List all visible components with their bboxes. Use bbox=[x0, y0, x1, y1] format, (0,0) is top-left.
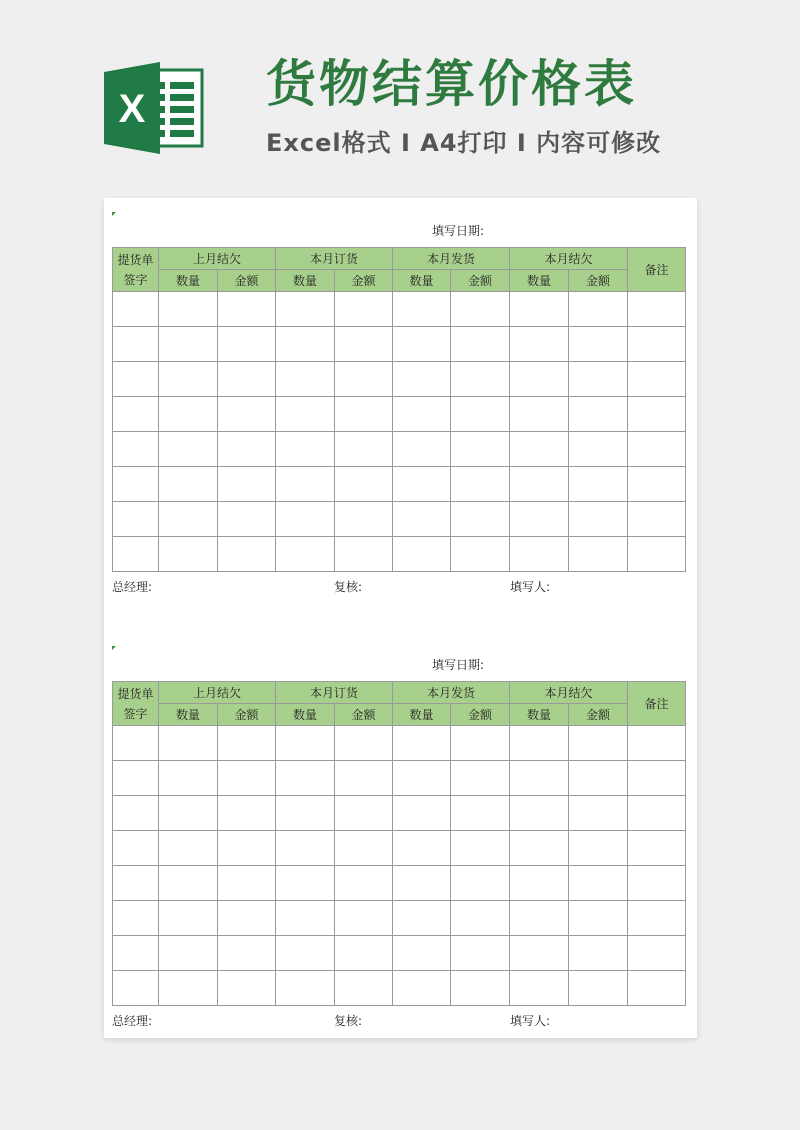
table-cell[interactable] bbox=[276, 866, 335, 901]
document-sheet bbox=[104, 198, 697, 1038]
header-amount: 金额 bbox=[218, 270, 276, 292]
table-cell[interactable] bbox=[159, 726, 218, 761]
table-cell[interactable] bbox=[628, 901, 686, 936]
page-title: 货物结算价格表 bbox=[266, 55, 637, 113]
table-cell[interactable] bbox=[218, 502, 276, 537]
table-cell[interactable] bbox=[335, 761, 393, 796]
table-cell[interactable] bbox=[218, 432, 276, 467]
table-cell[interactable] bbox=[159, 831, 218, 866]
header-group: 本月结欠 bbox=[510, 682, 628, 704]
table-cell[interactable] bbox=[628, 432, 686, 467]
table-row bbox=[113, 292, 686, 327]
table-row bbox=[113, 936, 686, 971]
table-cell[interactable] bbox=[510, 901, 569, 936]
table-cell[interactable] bbox=[393, 901, 451, 936]
table-cell[interactable] bbox=[451, 761, 510, 796]
table-cell[interactable] bbox=[276, 327, 335, 362]
table-cell[interactable] bbox=[510, 796, 569, 831]
table-cell[interactable] bbox=[218, 761, 276, 796]
table-cell[interactable] bbox=[510, 327, 569, 362]
table-cell[interactable] bbox=[276, 971, 335, 1006]
table-cell[interactable] bbox=[628, 397, 686, 432]
table-cell[interactable] bbox=[510, 537, 569, 572]
table-cell[interactable] bbox=[335, 432, 393, 467]
table-cell[interactable] bbox=[276, 726, 335, 761]
header-amount: 金额 bbox=[335, 704, 393, 726]
table-cell[interactable] bbox=[159, 362, 218, 397]
table-cell[interactable] bbox=[218, 831, 276, 866]
table-cell[interactable] bbox=[218, 327, 276, 362]
date-label: 填写日期: bbox=[432, 658, 485, 672]
table-cell[interactable] bbox=[628, 971, 686, 1006]
table-cell[interactable] bbox=[159, 901, 218, 936]
table-row bbox=[113, 502, 686, 537]
table-cell[interactable] bbox=[569, 467, 628, 502]
table-cell[interactable] bbox=[628, 537, 686, 572]
header-group: 本月发货 bbox=[393, 682, 510, 704]
header-group: 本月结欠 bbox=[510, 248, 628, 270]
signature-line bbox=[112, 1012, 685, 1030]
table-cell[interactable] bbox=[218, 796, 276, 831]
table-cell[interactable] bbox=[451, 537, 510, 572]
table-cell[interactable] bbox=[510, 502, 569, 537]
table-cell[interactable] bbox=[569, 432, 628, 467]
table-cell[interactable] bbox=[218, 397, 276, 432]
table-cell[interactable] bbox=[335, 397, 393, 432]
table-cell[interactable] bbox=[276, 796, 335, 831]
table-cell[interactable] bbox=[335, 971, 393, 1006]
table-cell[interactable] bbox=[113, 761, 159, 796]
excel-icon bbox=[104, 60, 204, 156]
header-qty: 数量 bbox=[393, 704, 451, 726]
table-cell[interactable] bbox=[113, 397, 159, 432]
header-amount: 金额 bbox=[218, 704, 276, 726]
table-cell[interactable] bbox=[335, 467, 393, 502]
table-cell[interactable] bbox=[335, 726, 393, 761]
signature-filler: 填写人: bbox=[510, 1014, 551, 1028]
table-row bbox=[113, 901, 686, 936]
table-cell[interactable] bbox=[569, 936, 628, 971]
table-row bbox=[113, 831, 686, 866]
table-cell[interactable] bbox=[113, 327, 159, 362]
table-cell[interactable] bbox=[218, 936, 276, 971]
table-cell[interactable] bbox=[218, 537, 276, 572]
table-cell[interactable] bbox=[510, 726, 569, 761]
header-qty: 数量 bbox=[276, 704, 335, 726]
table-row bbox=[113, 397, 686, 432]
table-row bbox=[113, 971, 686, 1006]
header-note: 备注 bbox=[628, 248, 686, 292]
table-cell[interactable] bbox=[393, 796, 451, 831]
table-cell[interactable] bbox=[451, 796, 510, 831]
table-cell[interactable] bbox=[218, 292, 276, 327]
table-cell[interactable] bbox=[218, 971, 276, 1006]
table-cell[interactable] bbox=[628, 761, 686, 796]
table-cell[interactable] bbox=[159, 971, 218, 1006]
table-cell[interactable] bbox=[276, 292, 335, 327]
table-cell[interactable] bbox=[628, 866, 686, 901]
table-cell[interactable] bbox=[335, 901, 393, 936]
table-cell[interactable] bbox=[276, 901, 335, 936]
table-cell[interactable] bbox=[393, 502, 451, 537]
table-cell[interactable] bbox=[335, 936, 393, 971]
header-qty: 数量 bbox=[159, 704, 218, 726]
table-cell[interactable] bbox=[569, 362, 628, 397]
header-sign: 提货单签字 bbox=[113, 248, 159, 292]
svg-text:X: X bbox=[118, 87, 146, 131]
table-cell[interactable] bbox=[510, 292, 569, 327]
table-cell[interactable] bbox=[113, 936, 159, 971]
header-amount: 金额 bbox=[451, 270, 510, 292]
table-cell[interactable] bbox=[276, 362, 335, 397]
table-cell[interactable] bbox=[113, 292, 159, 327]
form-section-2 bbox=[104, 632, 697, 1032]
signature-manager: 总经理: bbox=[112, 1014, 153, 1028]
table-cell[interactable] bbox=[628, 362, 686, 397]
table-cell[interactable] bbox=[628, 292, 686, 327]
table-cell[interactable] bbox=[451, 397, 510, 432]
table-cell[interactable] bbox=[569, 537, 628, 572]
table-cell[interactable] bbox=[628, 502, 686, 537]
table-cell[interactable] bbox=[393, 537, 451, 572]
header-group: 上月结欠 bbox=[159, 682, 276, 704]
header-qty: 数量 bbox=[510, 270, 569, 292]
table-row bbox=[113, 726, 686, 761]
signature-line bbox=[112, 578, 685, 596]
excel-logo bbox=[104, 60, 204, 156]
table-cell[interactable] bbox=[510, 971, 569, 1006]
table-cell[interactable] bbox=[451, 467, 510, 502]
table-cell[interactable] bbox=[335, 502, 393, 537]
table-cell[interactable] bbox=[510, 831, 569, 866]
table-row bbox=[113, 761, 686, 796]
table-cell[interactable] bbox=[451, 901, 510, 936]
header-group: 本月订货 bbox=[276, 682, 393, 704]
table-row bbox=[113, 467, 686, 502]
table-cell[interactable] bbox=[113, 796, 159, 831]
table-cell[interactable] bbox=[628, 796, 686, 831]
table-cell[interactable] bbox=[159, 936, 218, 971]
table-cell[interactable] bbox=[276, 502, 335, 537]
signature-review: 复核: bbox=[334, 580, 363, 594]
table-cell[interactable] bbox=[393, 292, 451, 327]
table-cell[interactable] bbox=[451, 831, 510, 866]
table-row bbox=[113, 537, 686, 572]
table-cell[interactable] bbox=[569, 327, 628, 362]
header-qty: 数量 bbox=[276, 270, 335, 292]
header-note: 备注 bbox=[628, 682, 686, 726]
table-cell[interactable] bbox=[113, 866, 159, 901]
table-cell[interactable] bbox=[276, 432, 335, 467]
table-row bbox=[113, 866, 686, 901]
table-row bbox=[113, 362, 686, 397]
table-row bbox=[113, 432, 686, 467]
table-cell[interactable] bbox=[113, 467, 159, 502]
table-cell[interactable] bbox=[510, 397, 569, 432]
table-cell[interactable] bbox=[393, 971, 451, 1006]
header-qty: 数量 bbox=[159, 270, 218, 292]
header-qty: 数量 bbox=[510, 704, 569, 726]
table-cell[interactable] bbox=[451, 936, 510, 971]
table-cell[interactable] bbox=[393, 467, 451, 502]
table-cell[interactable] bbox=[218, 901, 276, 936]
header-amount: 金额 bbox=[569, 704, 628, 726]
signature-review: 复核: bbox=[334, 1014, 363, 1028]
table-cell[interactable] bbox=[510, 432, 569, 467]
table-cell[interactable] bbox=[113, 502, 159, 537]
table-cell[interactable] bbox=[510, 761, 569, 796]
table-cell[interactable] bbox=[159, 761, 218, 796]
table-cell[interactable] bbox=[569, 397, 628, 432]
table-cell[interactable] bbox=[393, 831, 451, 866]
table-cell[interactable] bbox=[218, 726, 276, 761]
table-row bbox=[113, 327, 686, 362]
table-cell[interactable] bbox=[113, 901, 159, 936]
header-amount: 金额 bbox=[335, 270, 393, 292]
table-cell[interactable] bbox=[218, 362, 276, 397]
table-cell[interactable] bbox=[159, 327, 218, 362]
table-cell[interactable] bbox=[159, 397, 218, 432]
table-cell[interactable] bbox=[451, 327, 510, 362]
table-cell[interactable] bbox=[113, 362, 159, 397]
table-cell[interactable] bbox=[628, 327, 686, 362]
table-cell[interactable] bbox=[113, 726, 159, 761]
settlement-table bbox=[112, 247, 686, 572]
table-cell[interactable] bbox=[276, 537, 335, 572]
table-cell[interactable] bbox=[159, 866, 218, 901]
table-cell[interactable] bbox=[569, 971, 628, 1006]
table-cell[interactable] bbox=[276, 397, 335, 432]
table-cell[interactable] bbox=[628, 726, 686, 761]
table-cell[interactable] bbox=[569, 761, 628, 796]
header-group: 本月订货 bbox=[276, 248, 393, 270]
table-cell[interactable] bbox=[628, 831, 686, 866]
table-cell[interactable] bbox=[451, 432, 510, 467]
table-cell[interactable] bbox=[218, 866, 276, 901]
table-cell[interactable] bbox=[393, 936, 451, 971]
header-amount: 金额 bbox=[451, 704, 510, 726]
table-cell[interactable] bbox=[335, 537, 393, 572]
table-cell[interactable] bbox=[393, 866, 451, 901]
header-group: 上月结欠 bbox=[159, 248, 276, 270]
table-cell[interactable] bbox=[451, 362, 510, 397]
table-cell[interactable] bbox=[276, 831, 335, 866]
table-cell[interactable] bbox=[569, 292, 628, 327]
table-cell[interactable] bbox=[218, 467, 276, 502]
table-cell[interactable] bbox=[335, 362, 393, 397]
table-cell[interactable] bbox=[159, 537, 218, 572]
table-cell[interactable] bbox=[276, 936, 335, 971]
table-cell[interactable] bbox=[393, 362, 451, 397]
table-cell[interactable] bbox=[451, 726, 510, 761]
header-sign: 提货单签字 bbox=[113, 682, 159, 726]
table-cell[interactable] bbox=[276, 761, 335, 796]
settlement-table bbox=[112, 681, 686, 1006]
table-cell[interactable] bbox=[335, 831, 393, 866]
table-cell[interactable] bbox=[510, 936, 569, 971]
table-cell[interactable] bbox=[451, 866, 510, 901]
table-cell[interactable] bbox=[451, 292, 510, 327]
header-qty: 数量 bbox=[393, 270, 451, 292]
table-cell[interactable] bbox=[451, 502, 510, 537]
table-cell[interactable] bbox=[393, 726, 451, 761]
table-cell[interactable] bbox=[510, 866, 569, 901]
table-cell[interactable] bbox=[510, 362, 569, 397]
cell-marker bbox=[112, 646, 116, 650]
signature-manager: 总经理: bbox=[112, 580, 153, 594]
page-subtitle: Excel格式 I A4打印 I 内容可修改 bbox=[266, 129, 662, 157]
table-cell[interactable] bbox=[335, 866, 393, 901]
table-cell[interactable] bbox=[335, 327, 393, 362]
table-cell[interactable] bbox=[113, 971, 159, 1006]
header-amount: 金额 bbox=[569, 270, 628, 292]
header-group: 本月发货 bbox=[393, 248, 510, 270]
table-cell[interactable] bbox=[393, 397, 451, 432]
table-cell[interactable] bbox=[451, 971, 510, 1006]
form-section-1 bbox=[104, 198, 697, 598]
table-cell[interactable] bbox=[276, 467, 335, 502]
table-cell[interactable] bbox=[569, 796, 628, 831]
table-cell[interactable] bbox=[159, 432, 218, 467]
signature-filler: 填写人: bbox=[510, 580, 551, 594]
table-cell[interactable] bbox=[335, 796, 393, 831]
table-cell[interactable] bbox=[159, 292, 218, 327]
table-cell[interactable] bbox=[159, 467, 218, 502]
table-cell[interactable] bbox=[159, 502, 218, 537]
table-cell[interactable] bbox=[628, 936, 686, 971]
table-cell[interactable] bbox=[113, 831, 159, 866]
date-label: 填写日期: bbox=[432, 224, 485, 238]
table-row bbox=[113, 796, 686, 831]
table-cell[interactable] bbox=[569, 726, 628, 761]
table-cell[interactable] bbox=[393, 761, 451, 796]
table-cell[interactable] bbox=[113, 432, 159, 467]
table-cell[interactable] bbox=[113, 537, 159, 572]
table-cell[interactable] bbox=[335, 292, 393, 327]
cell-marker bbox=[112, 212, 116, 216]
table-cell[interactable] bbox=[159, 796, 218, 831]
table-cell[interactable] bbox=[393, 432, 451, 467]
table-cell[interactable] bbox=[510, 467, 569, 502]
table-cell[interactable] bbox=[569, 831, 628, 866]
table-cell[interactable] bbox=[569, 901, 628, 936]
table-cell[interactable] bbox=[628, 467, 686, 502]
table-cell[interactable] bbox=[569, 502, 628, 537]
table-cell[interactable] bbox=[569, 866, 628, 901]
table-cell[interactable] bbox=[393, 327, 451, 362]
